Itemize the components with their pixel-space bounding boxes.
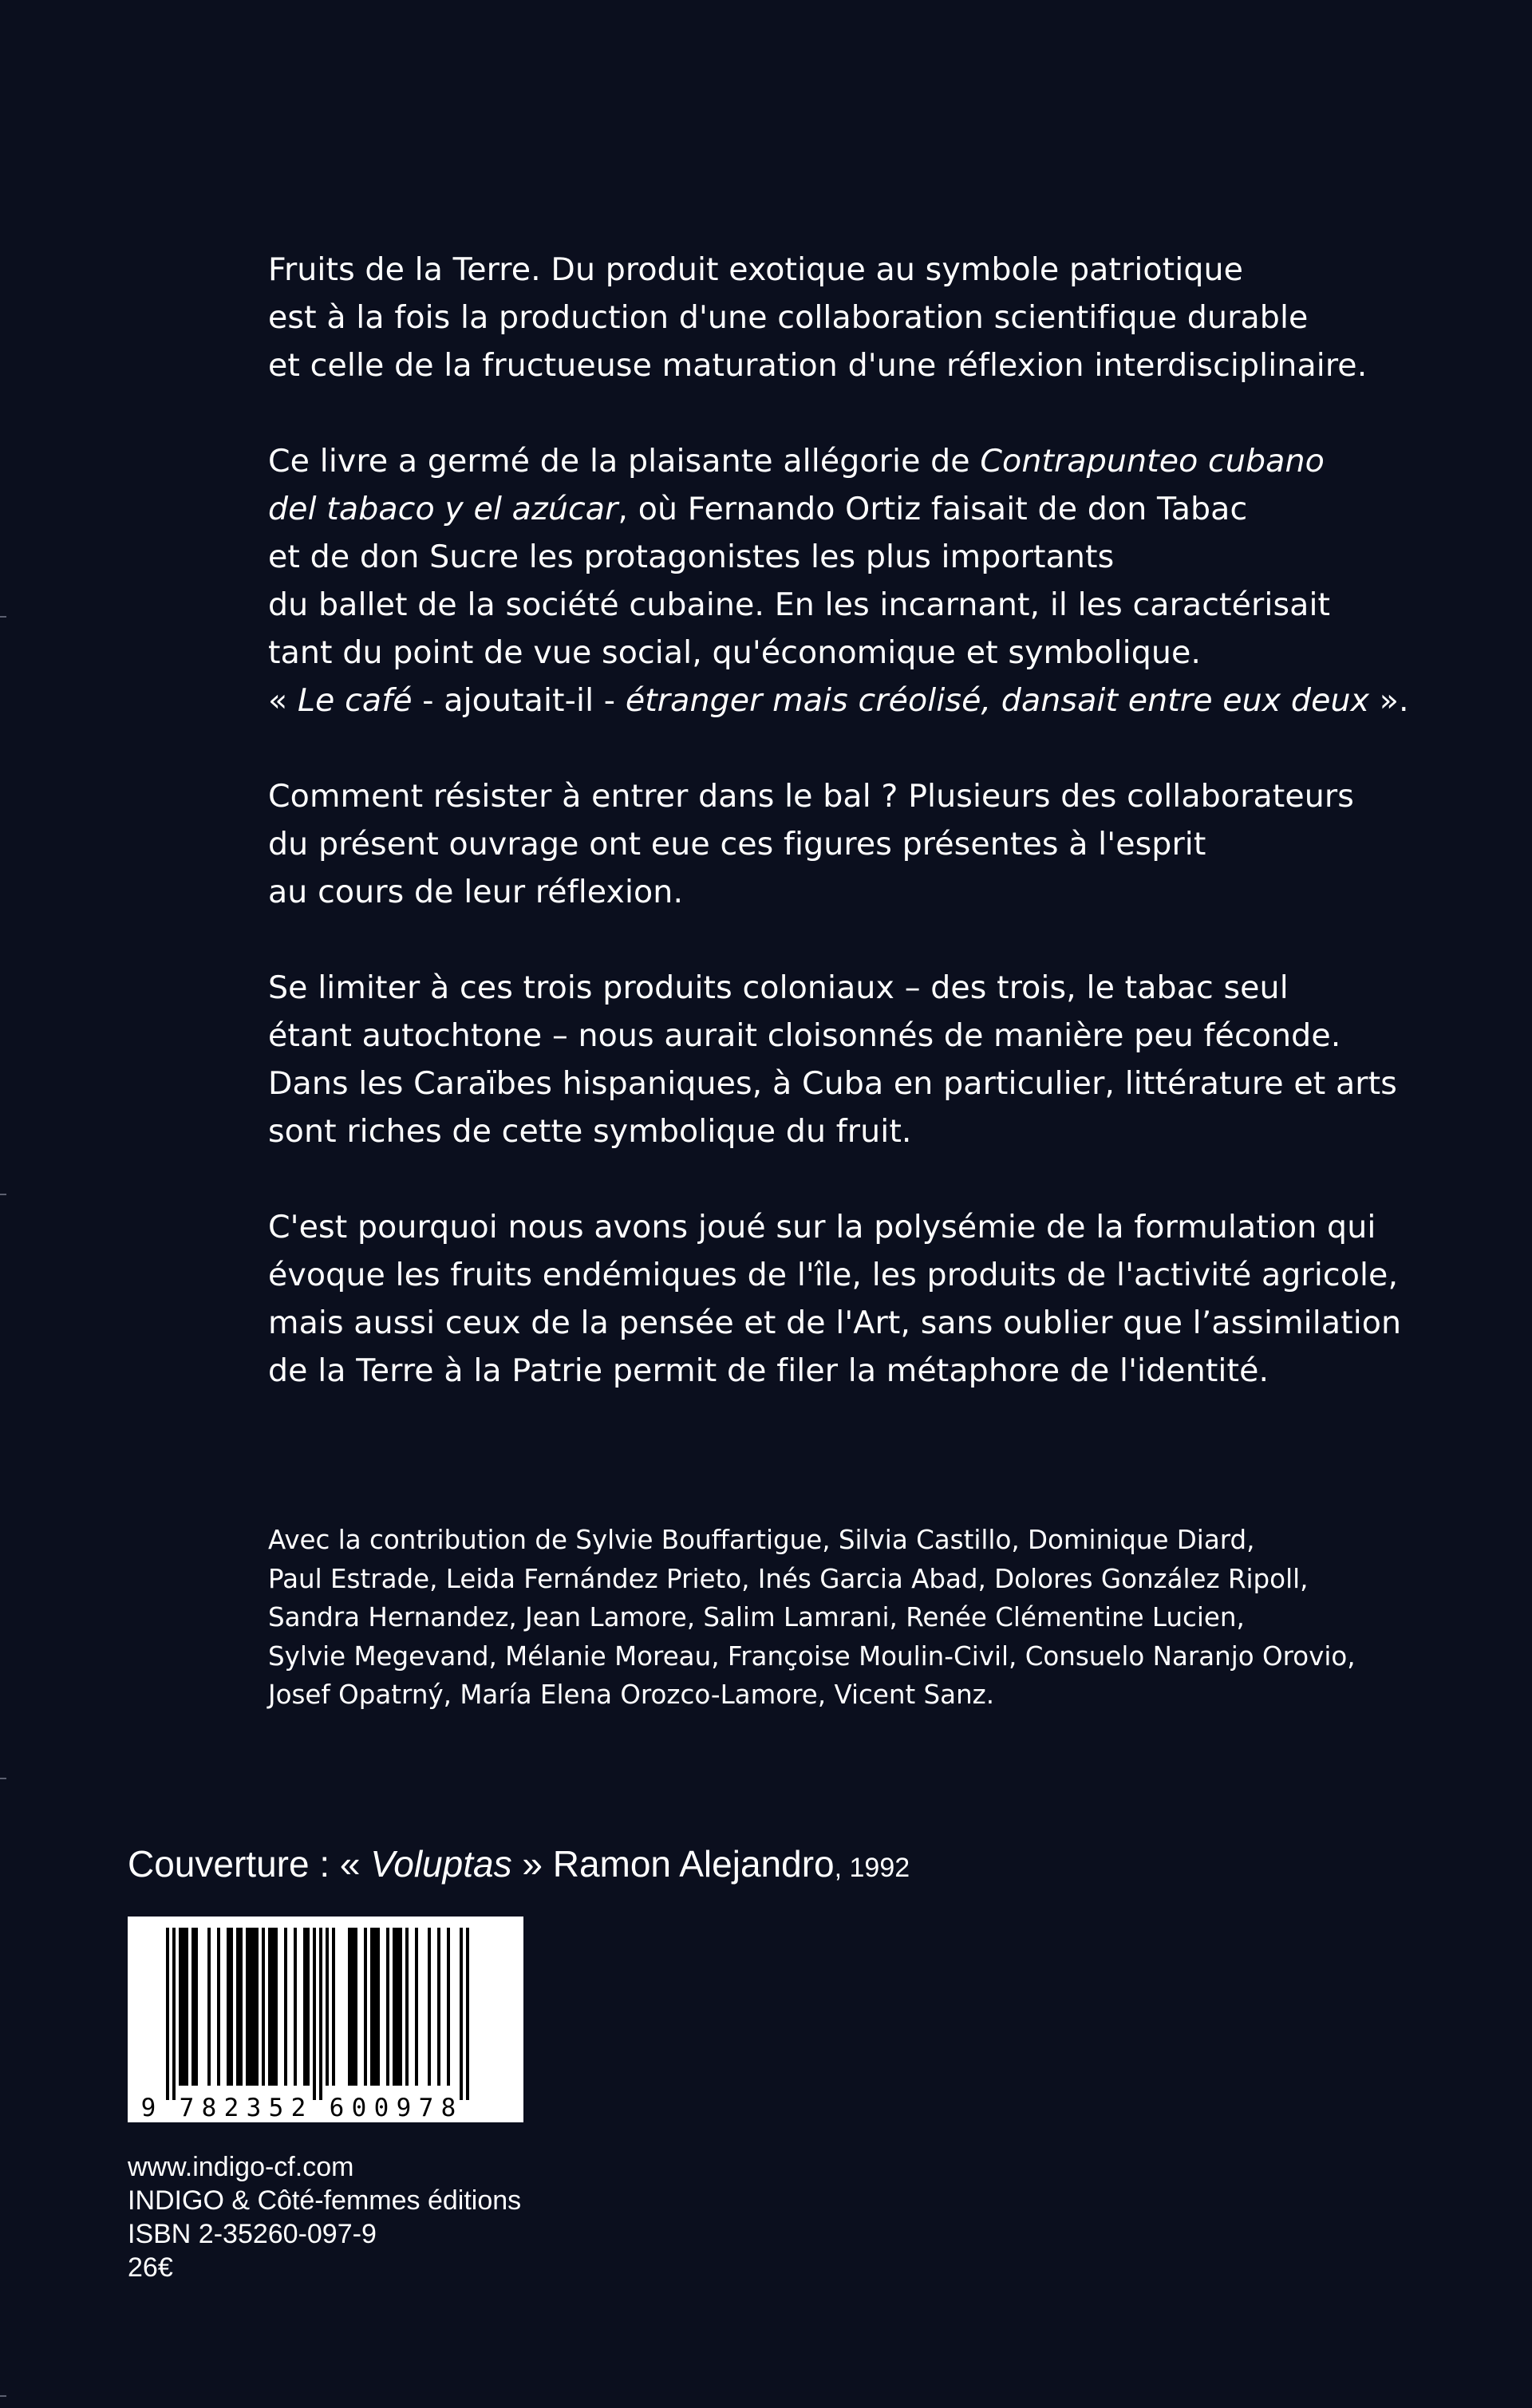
barcode-bar xyxy=(377,1928,380,2086)
barcode-bar xyxy=(271,1928,274,2086)
blurb-line: du ballet de la société cubaine. En les incarnant, il les caractérisait xyxy=(268,586,1331,623)
blurb-line: évoque les fruits endémiques de l'île, les produits de l'activité agricole, xyxy=(268,1257,1399,1293)
barcode-bar xyxy=(332,1928,335,2086)
barcode-guard-bar xyxy=(172,1928,176,2100)
barcode-bar xyxy=(294,1928,297,2086)
blurb-line: étant autochtone – nous aurait cloisonnés de manière peu féconde. xyxy=(268,1017,1341,1054)
barcode-bar xyxy=(227,1928,230,2086)
contributors-line: Paul Estrade, Leida Fernández Prieto, Inés Garcia Abad, Dolores González Ripoll, xyxy=(268,1563,1309,1594)
book-blurb xyxy=(268,246,1497,1443)
quote-italic: Le café xyxy=(297,682,413,719)
barcode-bar xyxy=(217,1928,220,2086)
edge-tick-mark xyxy=(0,2395,6,2397)
blurb-line: du présent ouvrage ont eue ces figures présentes à l'esprit xyxy=(268,826,1206,863)
barcode-bar xyxy=(179,1928,182,2086)
barcode-bar xyxy=(268,1928,271,2086)
blurb-text: , où Fernando Ortiz faisait de don Tabac xyxy=(618,491,1248,527)
blurb-line: Dans les Caraïbes hispaniques, à Cuba en particulier, littérature et arts xyxy=(268,1065,1397,1102)
blurb-line xyxy=(268,485,1497,533)
quote-italic: étranger mais créolisé, dansait entre eux deux xyxy=(625,682,1370,719)
publisher-name: INDIGO & Côté-femmes éditions xyxy=(128,2185,522,2216)
blurb-text: - ajoutait-il - xyxy=(412,682,626,719)
blurb-paragraph-3 xyxy=(268,772,1497,916)
barcode-bar xyxy=(447,1928,450,2086)
barcode-digit: 2 xyxy=(223,2094,239,2122)
blurb-line: Fruits de la Terre. Du produit exotique au symbole patriotique xyxy=(268,251,1244,288)
barcode-guard-bar xyxy=(460,1928,463,2100)
barcode-graphic xyxy=(128,1917,523,2122)
barcode-bar xyxy=(364,1928,367,2086)
cover-credit-artist: » Ramon Alejandro xyxy=(511,1843,835,1885)
barcode-bar xyxy=(195,1928,198,2086)
blurb-paragraph-1 xyxy=(268,246,1497,389)
blurb-line: est à la fois la production d'une collaboration scientifique durable xyxy=(268,299,1309,336)
quote-open: « xyxy=(268,682,298,719)
publisher-info xyxy=(128,2150,521,2284)
contributors-line: Sylvie Megevand, Mélanie Moreau, Françoise Moulin-Civil, Consuelo Naranjo Orovio, xyxy=(268,1640,1356,1672)
isbn-barcode xyxy=(128,1917,523,2122)
edge-tick-mark xyxy=(0,1194,6,1195)
barcode-bar xyxy=(326,1928,329,2086)
barcode-guard-bar xyxy=(466,1928,469,2100)
blurb-paragraph-5 xyxy=(268,1203,1497,1395)
barcode-bar xyxy=(249,1928,252,2086)
blurb-line xyxy=(268,437,1497,485)
book-title-italic: Contrapunteo cubano xyxy=(980,443,1325,480)
barcode-bar xyxy=(185,1928,188,2086)
barcode-guard-bar xyxy=(166,1928,169,2100)
barcode-bar xyxy=(393,1928,396,2086)
barcode-bar xyxy=(182,1928,185,2086)
barcode-bar xyxy=(255,1928,259,2086)
contributors-line: Sandra Hernandez, Jean Lamore, Salim Lamrani, Renée Clémentine Lucien, xyxy=(268,1602,1245,1632)
barcode-digit: 3 xyxy=(246,2094,262,2122)
barcode-bar xyxy=(348,1928,351,2086)
cover-credit-year: , 1992 xyxy=(834,1853,910,1883)
barcode-digit: 5 xyxy=(268,2094,284,2122)
barcode-bar xyxy=(252,1928,255,2086)
blurb-line: et de don Sucre les protagonistes les plus importants xyxy=(268,539,1115,575)
barcode-bar xyxy=(386,1928,389,2086)
blurb-line: C'est pourquoi nous avons joué sur la polysémie de la formulation qui xyxy=(268,1209,1376,1245)
barcode-bar xyxy=(306,1928,310,2086)
cover-credit xyxy=(128,1842,910,1890)
barcode-bar xyxy=(373,1928,377,2086)
blurb-line: au cours de leur réflexion. xyxy=(268,874,684,910)
barcode-bar xyxy=(284,1928,287,2086)
barcode-digit: 0 xyxy=(351,2094,367,2122)
barcode-digit: 8 xyxy=(201,2094,217,2122)
blurb-line: de la Terre à la Patrie permit de filer la métaphore de l'identité. xyxy=(268,1352,1269,1389)
barcode-digit: 6 xyxy=(329,2094,345,2122)
barcode-bar xyxy=(230,1928,233,2086)
barcode-digit: 7 xyxy=(418,2094,434,2122)
blurb-paragraph-2 xyxy=(268,437,1497,724)
blurb-line: Comment résister à entrer dans le bal ? Plusieurs des collaborateurs xyxy=(268,778,1354,815)
barcode-bar xyxy=(303,1928,306,2086)
barcode-bar xyxy=(246,1928,249,2086)
cover-credit-prefix: Couverture : « xyxy=(128,1843,371,1885)
blurb-line: sont riches de cette symbolique du fruit. xyxy=(268,1113,912,1150)
blurb-quote-line xyxy=(268,677,1497,724)
barcode-bar xyxy=(239,1928,243,2086)
barcode-digit: 2 xyxy=(290,2094,306,2122)
barcode-bar xyxy=(274,1928,278,2086)
barcode-digit: 0 xyxy=(373,2094,389,2122)
barcode-bar xyxy=(192,1928,195,2086)
barcode-bar xyxy=(428,1928,431,2086)
barcode-digit: 9 xyxy=(140,2094,156,2122)
barcode-digit: 7 xyxy=(179,2094,195,2122)
edge-tick-mark xyxy=(0,1778,6,1779)
barcode-bar xyxy=(405,1928,409,2086)
barcode-guard-bar xyxy=(319,1928,322,2100)
barcode-bar xyxy=(207,1928,211,2086)
barcode-bar xyxy=(399,1928,402,2086)
barcode-guard-bar xyxy=(313,1928,316,2100)
edge-tick-mark xyxy=(0,616,6,618)
publisher-website: www.indigo-cf.com xyxy=(128,2152,354,2182)
contributors-line: Josef Opatrný, María Elena Orozco-Lamore, Vicent Sanz. xyxy=(268,1680,995,1710)
barcode-bar xyxy=(351,1928,354,2086)
barcode-bar xyxy=(396,1928,399,2086)
barcode-bar xyxy=(370,1928,373,2086)
barcode-bar xyxy=(437,1928,440,2086)
artwork-title: Voluptas xyxy=(370,1843,512,1885)
contributors-line: Avec la contribution de Sylvie Bouffartigue, Silvia Castillo, Dominique Diard, xyxy=(268,1525,1255,1555)
quote-close: ». xyxy=(1369,682,1409,719)
barcode-bar xyxy=(262,1928,265,2086)
blurb-line: Se limiter à ces trois produits coloniaux – des trois, le tabac seul xyxy=(268,969,1289,1006)
barcode-bar xyxy=(354,1928,357,2086)
barcode-bar xyxy=(236,1928,239,2086)
barcode-bar xyxy=(415,1928,418,2086)
blurb-paragraph-4 xyxy=(268,964,1497,1155)
barcode-digit: 8 xyxy=(440,2094,456,2122)
blurb-line: tant du point de vue social, qu'économique et symbolique. xyxy=(268,634,1202,671)
price: 26€ xyxy=(128,2252,173,2283)
contributors-list xyxy=(268,1521,1497,1715)
barcode-digit: 9 xyxy=(396,2094,412,2122)
blurb-line: mais aussi ceux de la pensée et de l'Art, sans oublier que l’assimilation xyxy=(268,1305,1402,1341)
blurb-line: et celle de la fructueuse maturation d'une réflexion interdisciplinaire. xyxy=(268,347,1368,384)
blurb-text: Ce livre a germé de la plaisante allégorie de xyxy=(268,443,981,480)
book-title-italic: del tabaco y el azúcar xyxy=(268,491,618,527)
isbn-number: ISBN 2-35260-097-9 xyxy=(128,2219,377,2249)
